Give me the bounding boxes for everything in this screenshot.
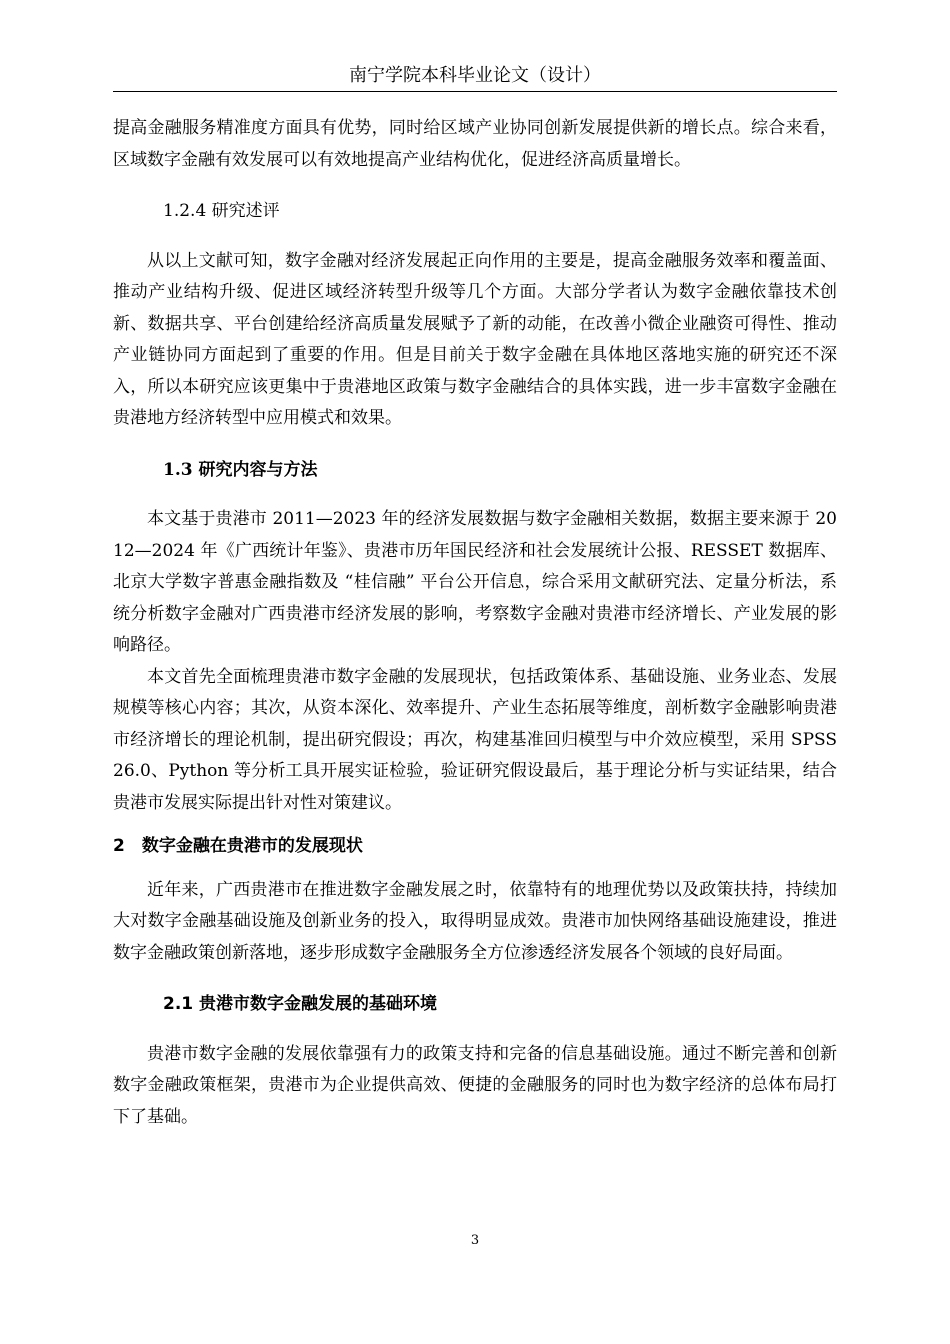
paragraph-method-structure: 本文首先全面梳理贵港市数字金融的发展现状，包括政策体系、基础设施、业务业态、发展规模等核心内容；其次，从资本深化、效率提升、产业生态拓展等维度，剖析数字金融影响贵港市经济增长的理论机制，提出研究假设；再次，构建基准回归模型与中介效应模型，采用 SPSS26.0、Python 等分析工具开展实证检验，验证研究假设最后，基于理论分析与实证结果，结合贵港市发展实际提出针对性对策建议。 bbox=[113, 666, 837, 813]
paragraph-research-review: 从以上文献可知，数字金融对经济发展起正向作用的主要是，提高金融服务效率和覆盖面、推动产业结构升级、促进区域经济转型升级等几个方面。大部分学者认为数字金融依靠技术创新、数据共享、平台创建给经济高质量发展赋予了新的动能，在改善小微企业融资可得性、推动产业链协同方面起到了重要的作用。但是目前关于数字金融在具体地区落地实施的研究还不深入，所以本研究应该更集中于贵港地区政策与数字金融结合的具体实践，进一步丰富数字金融在贵港地方经济转型中应用模式和效果。 bbox=[113, 250, 837, 428]
paragraph-chapter-2-intro: 近年来，广西贵港市在推进数字金融发展之时，依靠特有的地理优势以及政策扶持，持续加大对数字金融基础设施及创新业务的投入，取得明显成效。贵港市加快网络基础设施建设，推进数字金融政策创新落地，逐步形成数字金融服务全方位渗透经济发展各个领域的良好局面。 bbox=[113, 879, 837, 963]
paragraph-intro-continued: 提高金融服务精准度方面具有优势，同时给区域产业协同创新发展提供新的增长点。综合来看，区域数字金融有效发展可以有效地提高产业结构优化，促进经济高质量增长。 bbox=[113, 118, 837, 170]
section-heading-2-1: 2.1 贵港市数字金融发展的基础环境 bbox=[163, 994, 438, 1014]
chapter-heading-2: 2 数字金融在贵港市的发展现状 bbox=[113, 836, 363, 856]
page-number: 3 bbox=[470, 1233, 480, 1248]
page-header-title: 南宁学院本科毕业论文（设计） bbox=[349, 65, 601, 86]
section-heading-1-3: 1.3 研究内容与方法 bbox=[163, 459, 318, 480]
paragraph-2-1: 贵港市数字金融的发展依靠强有力的政策支持和完备的信息基础设施。通过不断完善和创新数字金融政策框架，贵港市为企业提供高效、便捷的金融服务的同时也为数字经济的总体布局打下了基础。 bbox=[113, 1043, 837, 1127]
paragraph-method-data: 本文基于贵港市 2011—2023 年的经济发展数据与数字金融相关数据，数据主要来源于 2012—2024 年《广西统计年鉴》、贵港市历年国民经济和社会发展统计公报、RESSET 数据库、北京大学数字普惠金融指数及 “桂信融” 平台公开信息，综合采用文献研究法、定量分析法，系统分析数字金融对广西贵港市经济发展的影响，考察数字金融对贵港市经济增长、产业发展的影响路径。 bbox=[113, 509, 837, 655]
header-divider bbox=[113, 91, 837, 92]
document-body bbox=[113, 113, 837, 1133]
section-heading-1-2-4: 1.2.4 研究述评 bbox=[163, 201, 280, 221]
